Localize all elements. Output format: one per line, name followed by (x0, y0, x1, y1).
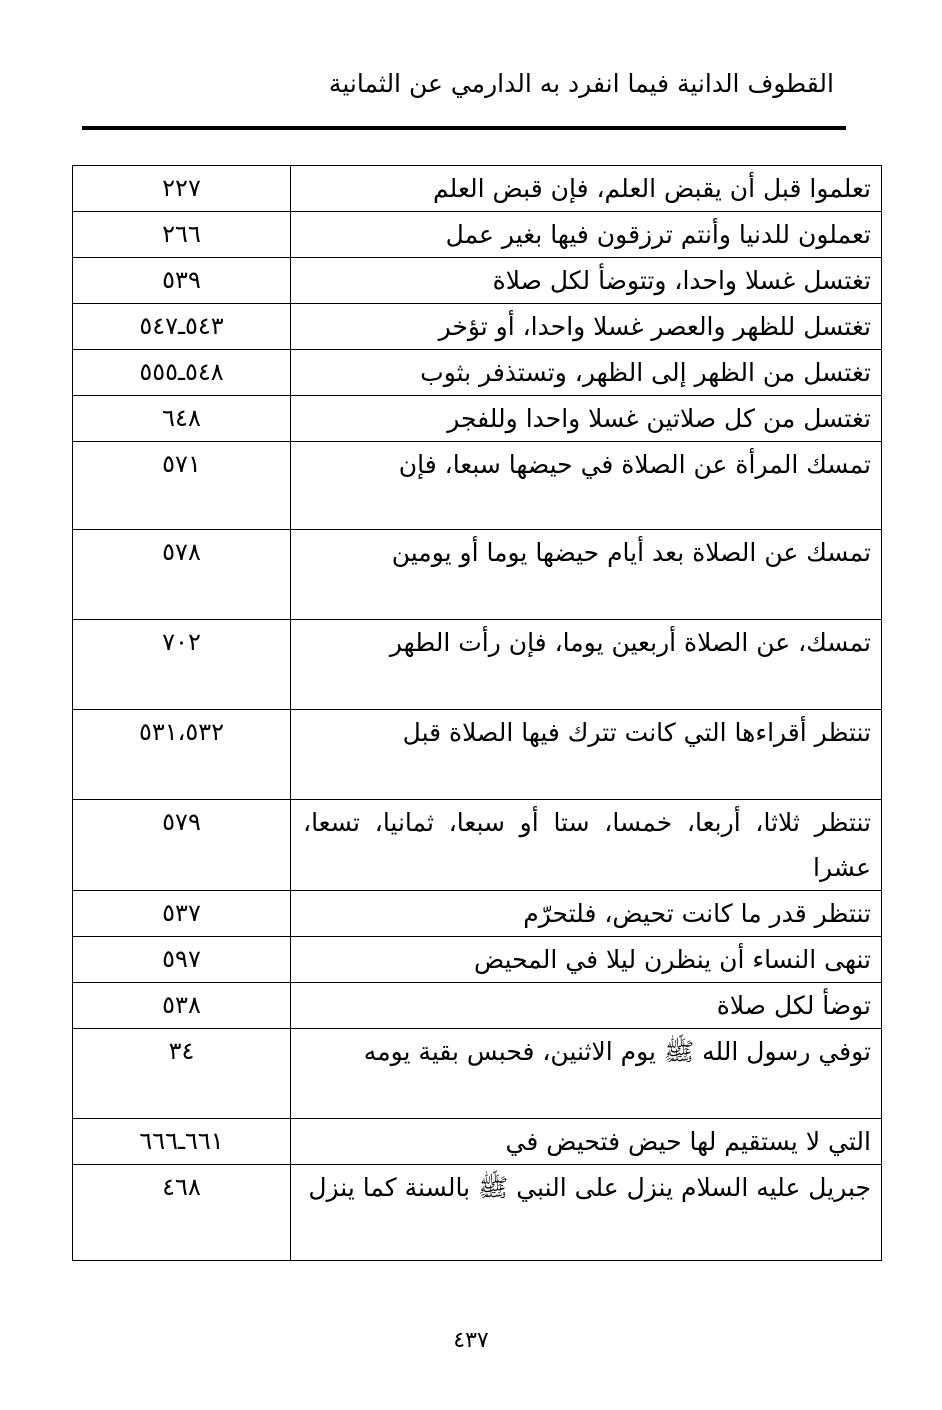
table-row (73, 937, 882, 983)
hadith-text-cell: تعلموا قبل أن يقبض العلم، فإن قبض العلم (291, 166, 882, 212)
page-ref-cell: ٣٤ (73, 1029, 291, 1119)
table-row (73, 1119, 882, 1165)
hadith-text-cell: توضأ لكل صلاة (291, 983, 882, 1029)
page-ref-cell: ٥٣٩ (73, 258, 291, 304)
page-ref-cell: ٤٦٨ (73, 1165, 291, 1261)
hadith-text-cell: تغتسل من الظهر إلى الظهر، وتستذفر بثوب (291, 350, 882, 396)
hadith-text-cell: تمسك عن الصلاة بعد أيام حيضها يوما أو يومين (291, 530, 882, 620)
table-row (73, 166, 882, 212)
hadith-text-cell: تعملون للدنيا وأنتم ترزقون فيها بغير عمل (291, 212, 882, 258)
table-row (73, 1165, 882, 1261)
hadith-text-cell: تنتظر أقراءها التي كانت تترك فيها الصلاة قبل (291, 710, 882, 800)
page-ref-cell: ٦٦١ـ٦٦٦ (73, 1119, 291, 1165)
table-row (73, 710, 882, 800)
page-ref-cell: ٥٧٩ (73, 800, 291, 891)
page-ref-cell: ٧٠٢ (73, 620, 291, 710)
page-ref-cell: ٥٧١ (73, 442, 291, 530)
hadith-text-cell: تغتسل غسلا واحدا، وتتوضأ لكل صلاة (291, 258, 882, 304)
hadith-text-cell: تغتسل من كل صلاتين غسلا واحدا وللفجر (291, 396, 882, 442)
page-ref-cell: ٢٢٧ (73, 166, 291, 212)
table-row (73, 212, 882, 258)
page-ref-cell: ٥٣٧ (73, 891, 291, 937)
table-row (73, 620, 882, 710)
page-ref-cell: ٥٤٣ـ٥٤٧ (73, 304, 291, 350)
table-row (73, 350, 882, 396)
page-ref-cell: ٥٣١،٥٣٢ (73, 710, 291, 800)
hadith-text-cell: تنتظر ثلاثا، أربعا، خمسا، ستا أو سبعا، ثمانيا، تسعا، عشرا (291, 800, 882, 891)
hadith-text-cell: تمسك، عن الصلاة أربعين يوما، فإن رأت الطهر (291, 620, 882, 710)
index-table (72, 165, 882, 1261)
table-row (73, 983, 882, 1029)
table-row (73, 304, 882, 350)
page-ref-cell: ٥٣٨ (73, 983, 291, 1029)
table-row (73, 442, 882, 530)
table-row (73, 891, 882, 937)
hadith-text-cell: توفي رسول الله ﷺ يوم الاثنين، فحبس بقية يومه (291, 1029, 882, 1119)
page-ref-cell: ٥٤٨ـ٥٥٥ (73, 350, 291, 396)
table-row (73, 800, 882, 891)
page-ref-cell: ٥٩٧ (73, 937, 291, 983)
hadith-text-cell: جبريل عليه السلام ينزل على النبي ﷺ بالسنة كما ينزل (291, 1165, 882, 1261)
page-ref-cell: ٥٧٨ (73, 530, 291, 620)
hadith-text-cell: تنهى النساء أن ينظرن ليلا في المحيض (291, 937, 882, 983)
header-rule (82, 126, 846, 130)
hadith-text-cell: التي لا يستقيم لها حيض فتحيض في (291, 1119, 882, 1165)
hadith-text-cell: تمسك المرأة عن الصلاة في حيضها سبعا، فإن (291, 442, 882, 530)
index-table-body (73, 166, 882, 1261)
page-number: ٤٣٧ (453, 1328, 489, 1353)
running-header: القطوف الدانية فيما انفرد به الدارمي عن الثمانية (328, 69, 834, 98)
hadith-text-cell: تغتسل للظهر والعصر غسلا واحدا، أو تؤخر (291, 304, 882, 350)
table-row (73, 396, 882, 442)
table-row (73, 530, 882, 620)
hadith-text-cell: تنتظر قدر ما كانت تحيض، فلتحرّم (291, 891, 882, 937)
page-ref-cell: ٢٦٦ (73, 212, 291, 258)
table-row (73, 258, 882, 304)
page-ref-cell: ٦٤٨ (73, 396, 291, 442)
table-row (73, 1029, 882, 1119)
